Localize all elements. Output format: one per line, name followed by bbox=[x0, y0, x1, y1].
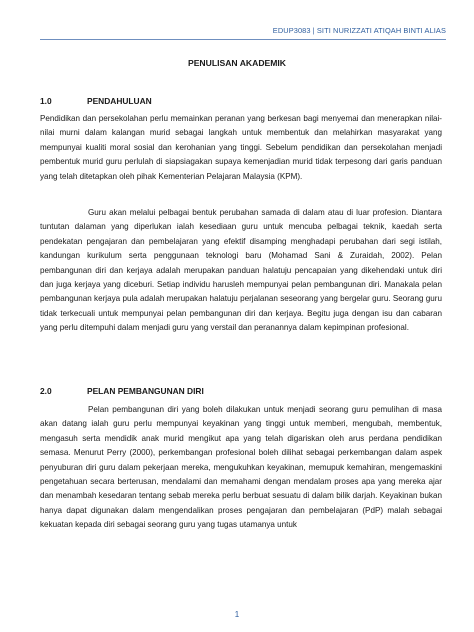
section-heading-2 bbox=[40, 386, 204, 396]
running-header: EDUP3083 | SITI NURIZZATI ATIQAH BINTI ALIAS bbox=[272, 26, 446, 35]
paragraph-intro-2: Guru akan melalui pelbagai bentuk perubahan samada di dalam atau di luar profesion. Diantara tuntutan dalaman yang diperlukan ialah kesediaan guru untuk mencuba pelbagai teknik, kaedah serta pendekatan pengajaran dan pembelajaran yang efektif disamping menghadapi perubahan dari segi istilah, kandungan kurikulum serta penggunaan teknologi baru (Mohamad Sani & Zuraidah, 2002). Pelan pembangunan diri dan kerjaya adalah merupakan panduan halatuju pencapaian yang dikehendaki untuk diri dan juga kerjaya yang diceburi. Setiap individu harusleh mempunyai pelan pembangunan diri. Manakala pelan pembangunan kerjaya pula adalah merupakan halatuju perjalanan seseorang yang bergelar guru. Seorang guru tidak terkecuali untuk mempunyai pelan pembangunan diri dan kerjaya. Begitu juga dengan isu dan cabaran yang perlu ditempuhi dalam menjadi guru yang verstail dan peranannya dalam kepimpinan profesional. bbox=[40, 208, 442, 333]
paragraph-development-1: Pelan pembangunan diri yang boleh dilakukan untuk menjadi seorang guru pemulihan di masa akan datang ialah guru perlu mempunyai keyakinan yang tinggi untuk memberi, mengubah, membentuk, mengasuh serta mendidik anak murid mengikut apa yang telah digariskan oleh arus perdana pendidikan semasa. Menurut Perry (2000), perkembangan profesional boleh dilihat sebagai perkembangan dalam aspek penyuburan diri guru dalam pekerjaan mereka, mengukuhkan keyakinan, memupuk kemahiran, mengemaskini pengetahuan secara berterusan, mendalami dan memahami dengan mendalam proses apa yang mereka ajar dan menambah kesedaran tentang sebab mereka perlu berbuat sesuatu di dalam bilik darjah. Keyakinan bukan hanya dapat digunakan dalam mengendalikan proses pengajaran dan pembelajaran (PdP) malah sebagai kekuatan kepada diri sebagai seorang guru yang tugas utamanya untuk bbox=[40, 405, 442, 530]
page-number: 1 bbox=[234, 610, 240, 619]
section-title: PELAN PEMBANGUNAN DIRI bbox=[87, 386, 204, 396]
header-rule bbox=[40, 39, 446, 40]
section-title: PENDAHULUAN bbox=[87, 96, 152, 106]
paragraph-intro-1: Pendidikan dan persekolahan perlu memainkan peranan yang berkesan bagi menyemai dan menerapkan nilai-nilai murni dalam kalangan murid sebagai langkah untuk membentuk dan melahirkan masyarakat yang mempunyai kualiti moral sosial dan kerohanian yang tinggi. Sebelum pendidikan dan persekolahan menjadi pembentuk murid guru perlulah di siapsiagakan supaya kemenjadian murid tidak terpesong dari garis panduan yang telah ditetapkan oleh pihak Kementerian Pelajaran Malaysia (KPM). bbox=[40, 114, 442, 181]
section-number: 1.0 bbox=[40, 96, 52, 106]
section-number: 2.0 bbox=[40, 386, 52, 396]
document-title: PENULISAN AKADEMIK bbox=[187, 58, 287, 68]
section-heading-1 bbox=[40, 96, 152, 106]
